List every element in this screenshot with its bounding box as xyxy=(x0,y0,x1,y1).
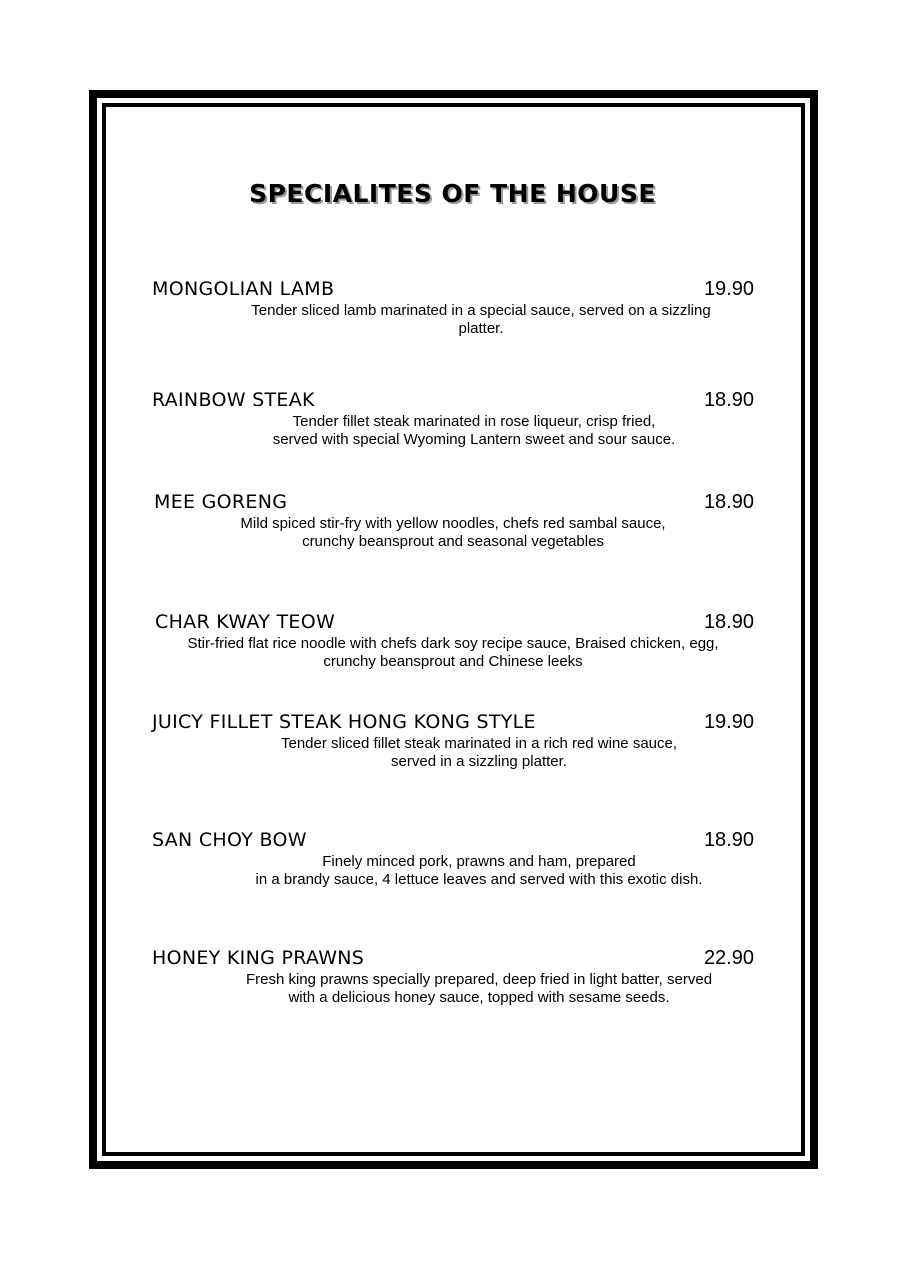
item-name: JUICY FILLET STEAK HONG KONG STYLE xyxy=(152,711,536,733)
item-description xyxy=(252,853,706,889)
item-price: 19.90 xyxy=(703,711,754,733)
item-description xyxy=(182,635,724,671)
item-description-line: with a delicious honey sauce, topped with sesame seeds. xyxy=(288,989,670,1006)
item-description xyxy=(236,515,670,551)
item-price: 18.90 xyxy=(703,829,754,851)
item-name: MONGOLIAN LAMB xyxy=(152,278,335,300)
item-name: HONEY KING PRAWNS xyxy=(152,947,365,969)
item-description-line: in a brandy sauce, 4 lettuce leaves and served with this exotic dish. xyxy=(255,871,703,888)
item-price: 18.90 xyxy=(703,491,754,513)
item-name: SAN CHOY BOW xyxy=(152,829,307,851)
item-price: 19.90 xyxy=(703,278,754,300)
item-description-line: Tender fillet steak marinated in rose liqueur, crisp fried, xyxy=(292,413,656,430)
item-description-line: crunchy beansprout and Chinese leeks xyxy=(323,653,583,670)
item-price: 22.90 xyxy=(703,947,754,969)
item-description-line: Fresh king prawns specially prepared, deep fried in light batter, served xyxy=(245,971,713,988)
item-description xyxy=(268,413,680,449)
item-description-line: platter. xyxy=(458,320,504,337)
item-description-line: crunchy beansprout and seasonal vegetables xyxy=(302,533,604,550)
menu-title: SPECIALITES OF THE HOUSE xyxy=(249,179,656,208)
item-description-line: Finely minced pork, prawns and ham, prepared xyxy=(322,853,636,870)
item-description-line: Stir-fried flat rice noodle with chefs dark soy recipe sauce, Braised chicken, egg, xyxy=(187,635,719,652)
item-name: CHAR KWAY TEOW xyxy=(155,611,336,633)
item-price: 18.90 xyxy=(703,611,754,633)
item-description xyxy=(241,971,717,1007)
item-description-line: Mild spiced stir-fry with yellow noodles, chefs red sambal sauce, xyxy=(240,515,666,532)
item-description-line: Tender sliced lamb marinated in a special sauce, served on a sizzling xyxy=(251,302,711,319)
item-description-line: Tender sliced fillet steak marinated in a rich red wine sauce, xyxy=(280,735,678,752)
item-name: MEE GORENG xyxy=(154,491,288,513)
item-price: 18.90 xyxy=(703,389,754,411)
item-description xyxy=(276,735,682,771)
item-description xyxy=(246,302,716,338)
item-name: RAINBOW STEAK xyxy=(152,389,315,411)
item-description-line: served in a sizzling platter. xyxy=(391,753,567,770)
item-description-line: served with special Wyoming Lantern sweet and sour sauce. xyxy=(272,431,676,448)
